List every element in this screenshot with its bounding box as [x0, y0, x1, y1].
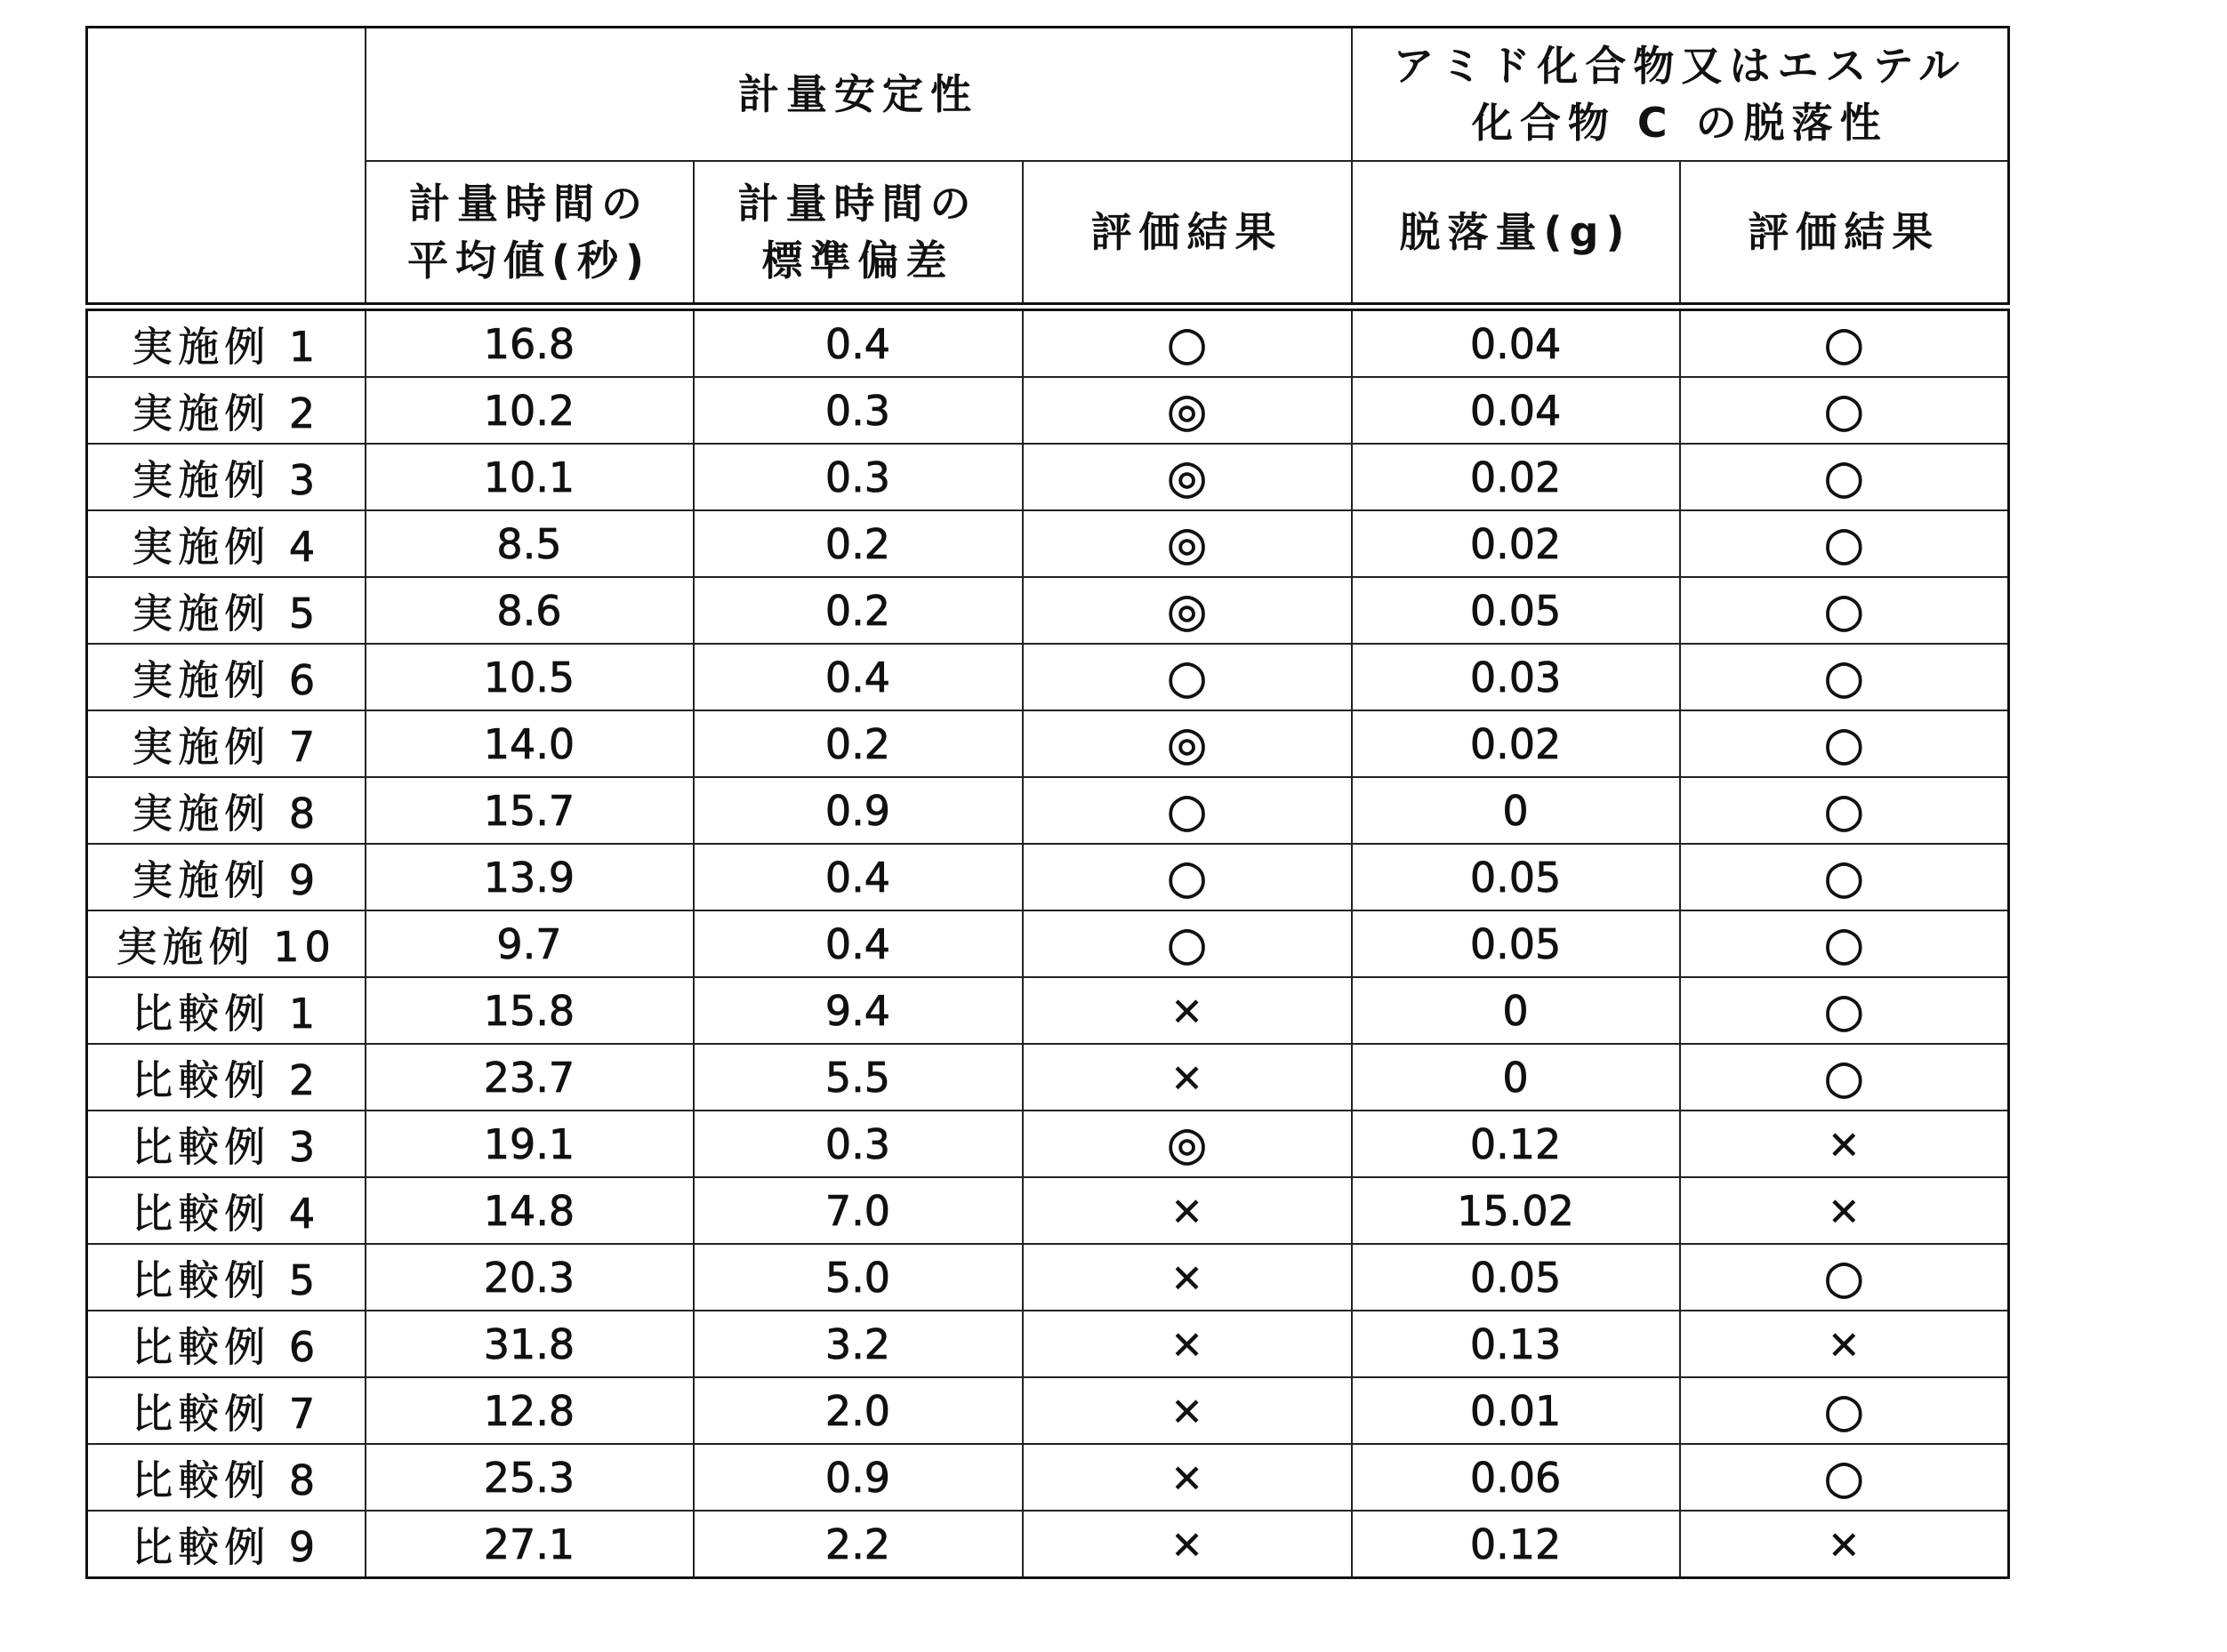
table-body — [87, 307, 2009, 1578]
eval2-cell: ○ — [1680, 1444, 2009, 1511]
mean-cell: 10.1 — [366, 444, 694, 510]
sd-cell: 0.2 — [694, 710, 1023, 777]
eval1-cell: × — [1023, 977, 1352, 1044]
col-header-sd-line2: 標準偏差 — [695, 232, 1022, 289]
sd-cell: 0.4 — [694, 644, 1023, 710]
amount-cell: 0.12 — [1352, 1511, 1680, 1578]
row-label: 比較例 3 — [87, 1111, 366, 1177]
eval2-cell: ○ — [1680, 710, 2009, 777]
amount-cell: 0.05 — [1352, 577, 1680, 644]
sd-cell: 5.0 — [694, 1244, 1023, 1311]
table-row — [87, 777, 2009, 844]
col-header-sd — [694, 161, 1023, 307]
mean-cell: 19.1 — [366, 1111, 694, 1177]
sd-cell: 0.2 — [694, 510, 1023, 577]
row-label: 実施例 2 — [87, 377, 366, 444]
amount-cell: 0.05 — [1352, 1244, 1680, 1311]
row-label: 比較例 2 — [87, 1044, 366, 1111]
eval1-cell: ◎ — [1023, 710, 1352, 777]
amount-cell: 0.04 — [1352, 377, 1680, 444]
sd-cell: 0.3 — [694, 1111, 1023, 1177]
row-label: 比較例 6 — [87, 1311, 366, 1377]
row-label: 比較例 8 — [87, 1444, 366, 1511]
row-label: 実施例 7 — [87, 710, 366, 777]
sd-cell: 0.9 — [694, 1444, 1023, 1511]
eval2-cell: ○ — [1680, 307, 2009, 377]
amount-cell: 0 — [1352, 977, 1680, 1044]
eval2-cell: ○ — [1680, 444, 2009, 510]
mean-cell: 14.8 — [366, 1177, 694, 1244]
eval2-cell: ○ — [1680, 1244, 2009, 1311]
amount-cell: 0 — [1352, 777, 1680, 844]
eval2-cell: ○ — [1680, 910, 2009, 977]
sd-cell: 7.0 — [694, 1177, 1023, 1244]
row-label: 比較例 5 — [87, 1244, 366, 1311]
eval1-cell: × — [1023, 1444, 1352, 1511]
mean-cell: 8.5 — [366, 510, 694, 577]
eval1-cell: × — [1023, 1377, 1352, 1444]
mean-cell: 27.1 — [366, 1511, 694, 1578]
mean-cell: 9.7 — [366, 910, 694, 977]
eval1-cell: ◎ — [1023, 510, 1352, 577]
row-label: 実施例 9 — [87, 844, 366, 910]
amount-cell: 0.12 — [1352, 1111, 1680, 1177]
col-header-eval1: 評価結果 — [1023, 161, 1352, 307]
amount-cell: 0.02 — [1352, 444, 1680, 510]
amount-cell: 0.05 — [1352, 844, 1680, 910]
eval2-cell: × — [1680, 1311, 2009, 1377]
eval2-cell: × — [1680, 1177, 2009, 1244]
mean-cell: 23.7 — [366, 1044, 694, 1111]
amount-cell: 0.01 — [1352, 1377, 1680, 1444]
table-row — [87, 977, 2009, 1044]
row-label: 比較例 9 — [87, 1511, 366, 1578]
table-row — [87, 844, 2009, 910]
corner-cell — [87, 28, 366, 308]
group-header-stability: 計量安定性 — [366, 28, 1352, 162]
row-label: 実施例 6 — [87, 644, 366, 710]
amount-cell: 0.02 — [1352, 510, 1680, 577]
mean-cell: 14.0 — [366, 710, 694, 777]
mean-cell: 31.8 — [366, 1311, 694, 1377]
eval1-cell: ◎ — [1023, 577, 1352, 644]
table-row — [87, 1111, 2009, 1177]
amount-cell: 0 — [1352, 1044, 1680, 1111]
row-label: 実施例 8 — [87, 777, 366, 844]
eval1-cell: ◎ — [1023, 444, 1352, 510]
mean-cell: 13.9 — [366, 844, 694, 910]
mean-cell: 20.3 — [366, 1244, 694, 1311]
mean-cell: 10.2 — [366, 377, 694, 444]
eval2-cell: ○ — [1680, 777, 2009, 844]
col-header-mean-line1: 計量時間の — [366, 175, 693, 232]
sd-cell: 0.2 — [694, 577, 1023, 644]
eval2-cell: ○ — [1680, 577, 2009, 644]
eval1-cell: ○ — [1023, 844, 1352, 910]
row-label: 実施例 3 — [87, 444, 366, 510]
eval1-cell: × — [1023, 1511, 1352, 1578]
row-label: 実施例 4 — [87, 510, 366, 577]
mean-cell: 25.3 — [366, 1444, 694, 1511]
amount-cell: 0.05 — [1352, 910, 1680, 977]
table-row — [87, 577, 2009, 644]
results-table — [85, 26, 2010, 1579]
mean-cell: 15.7 — [366, 777, 694, 844]
table-row — [87, 910, 2009, 977]
mean-cell: 16.8 — [366, 307, 694, 377]
sd-cell: 0.3 — [694, 377, 1023, 444]
eval2-cell: ○ — [1680, 510, 2009, 577]
eval2-cell: ○ — [1680, 377, 2009, 444]
table-row — [87, 1311, 2009, 1377]
eval2-cell: ○ — [1680, 1044, 2009, 1111]
eval2-cell: ○ — [1680, 1377, 2009, 1444]
eval1-cell: × — [1023, 1244, 1352, 1311]
sd-cell: 9.4 — [694, 977, 1023, 1044]
sd-cell: 2.2 — [694, 1511, 1023, 1578]
table-row — [87, 1444, 2009, 1511]
eval1-cell: × — [1023, 1177, 1352, 1244]
mean-cell: 10.5 — [366, 644, 694, 710]
eval1-cell: ○ — [1023, 307, 1352, 377]
group-header-dropout-line2: 化合物 C の脱落性 — [1353, 94, 2008, 151]
sd-cell: 0.9 — [694, 777, 1023, 844]
amount-cell: 0.02 — [1352, 710, 1680, 777]
table-row — [87, 377, 2009, 444]
eval1-cell: ○ — [1023, 910, 1352, 977]
table-row — [87, 510, 2009, 577]
eval1-cell: ◎ — [1023, 1111, 1352, 1177]
col-header-eval2: 評価結果 — [1680, 161, 2009, 307]
eval2-cell: ○ — [1680, 644, 2009, 710]
mean-cell: 8.6 — [366, 577, 694, 644]
col-header-amount: 脱落量(g) — [1352, 161, 1680, 307]
table-row — [87, 1377, 2009, 1444]
eval1-cell: × — [1023, 1311, 1352, 1377]
row-label: 実施例 10 — [87, 910, 366, 977]
sd-cell: 0.4 — [694, 910, 1023, 977]
mean-cell: 15.8 — [366, 977, 694, 1044]
eval2-cell: × — [1680, 1111, 2009, 1177]
table-row — [87, 1511, 2009, 1578]
amount-cell: 0.04 — [1352, 307, 1680, 377]
eval1-cell: × — [1023, 1044, 1352, 1111]
row-label: 比較例 7 — [87, 1377, 366, 1444]
row-label: 実施例 1 — [87, 307, 366, 377]
amount-cell: 0.03 — [1352, 644, 1680, 710]
row-label: 比較例 1 — [87, 977, 366, 1044]
col-header-mean — [366, 161, 694, 307]
table-row — [87, 644, 2009, 710]
table-row — [87, 1044, 2009, 1111]
eval1-cell: ○ — [1023, 644, 1352, 710]
sd-cell: 0.3 — [694, 444, 1023, 510]
eval1-cell: ○ — [1023, 777, 1352, 844]
sd-cell: 3.2 — [694, 1311, 1023, 1377]
sd-cell: 0.4 — [694, 307, 1023, 377]
col-header-mean-line2: 平均値(秒) — [366, 232, 693, 289]
sd-cell: 0.4 — [694, 844, 1023, 910]
eval2-cell: × — [1680, 1511, 2009, 1578]
group-header-dropout-line1: アミド化合物又はエステル — [1353, 37, 2008, 94]
sd-cell: 5.5 — [694, 1044, 1023, 1111]
mean-cell: 12.8 — [366, 1377, 694, 1444]
table-row — [87, 1177, 2009, 1244]
eval2-cell: ○ — [1680, 977, 2009, 1044]
group-header-dropout — [1352, 28, 2009, 162]
row-label: 比較例 4 — [87, 1177, 366, 1244]
table-row — [87, 710, 2009, 777]
row-label: 実施例 5 — [87, 577, 366, 644]
amount-cell: 0.06 — [1352, 1444, 1680, 1511]
amount-cell: 0.13 — [1352, 1311, 1680, 1377]
eval1-cell: ◎ — [1023, 377, 1352, 444]
eval2-cell: ○ — [1680, 844, 2009, 910]
sd-cell: 2.0 — [694, 1377, 1023, 1444]
col-header-sd-line1: 計量時間の — [695, 175, 1022, 232]
table-row — [87, 307, 2009, 377]
table-row — [87, 444, 2009, 510]
table-row — [87, 1244, 2009, 1311]
amount-cell: 15.02 — [1352, 1177, 1680, 1244]
